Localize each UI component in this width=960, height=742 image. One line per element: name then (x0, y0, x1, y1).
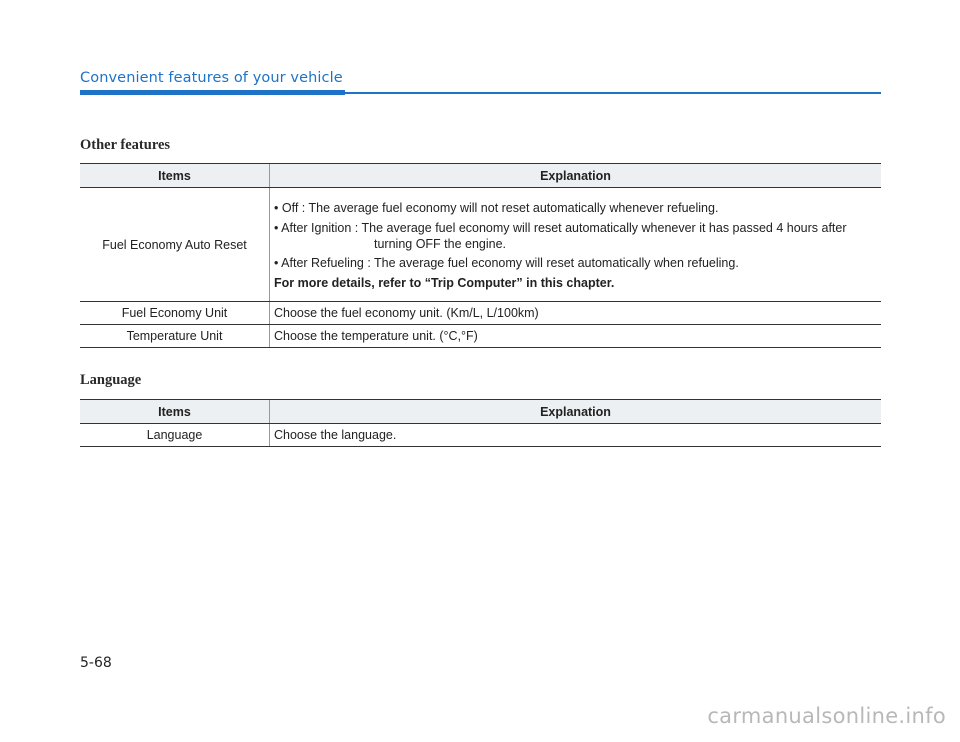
column-header-explanation: Explanation (270, 164, 882, 188)
table-header-row (80, 400, 881, 424)
explanation-note: For more details, refer to “Trip Computer” in this chapter. (274, 276, 615, 290)
chapter-rule-thin (345, 92, 881, 94)
watermark: carmanualsonline.info (707, 704, 946, 728)
chapter-title: Convenient features of your vehicle (80, 70, 343, 86)
explanation-bullet: • After Ignition : The average fuel economy will reset automatically whenever it has passed 4 hours after turning OFF the engine. (274, 221, 847, 251)
table-row (80, 302, 881, 325)
section-heading-other-features: Other features (80, 137, 171, 153)
item-cell: Language (80, 424, 270, 447)
item-cell: Temperature Unit (80, 325, 270, 348)
column-header-explanation: Explanation (270, 400, 882, 424)
table-row (80, 424, 881, 447)
chapter-rule-thick (80, 90, 345, 95)
explanation-cell: Choose the fuel economy unit. (Km/L, L/100km) (270, 302, 882, 325)
column-header-items: Items (80, 164, 270, 188)
explanation-bullet: • After Refueling : The average fuel economy will reset automatically when refueling. (274, 256, 739, 270)
table-row (80, 188, 881, 302)
table-header-row (80, 164, 881, 188)
table-row (80, 325, 881, 348)
explanation-bullet: • Off : The average fuel economy will not reset automatically whenever refueling. (274, 201, 719, 215)
column-header-items: Items (80, 400, 270, 424)
explanation-cell: Choose the language. (270, 424, 882, 447)
section-heading-language: Language (80, 372, 142, 388)
explanation-cell: Choose the temperature unit. (°C,°F) (270, 325, 882, 348)
item-cell: Fuel Economy Unit (80, 302, 270, 325)
language-table (80, 399, 881, 447)
item-cell: Fuel Economy Auto Reset (80, 188, 270, 302)
other-features-table (80, 163, 881, 348)
page-number: 5-68 (80, 655, 112, 671)
explanation-cell (270, 188, 882, 302)
